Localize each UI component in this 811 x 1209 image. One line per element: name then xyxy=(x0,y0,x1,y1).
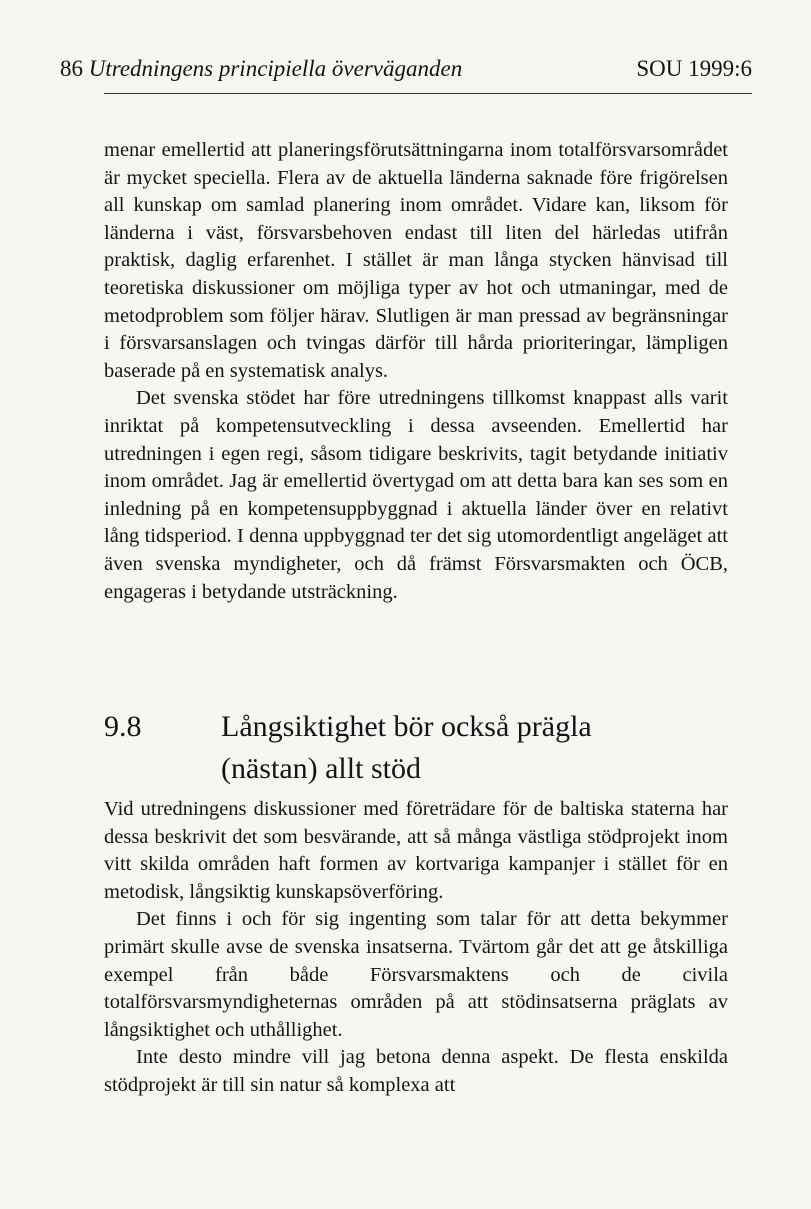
paragraph: Vid utredningens diskussioner med företrädare för de baltiska staterna har dessa beskrivit det som besvärande, att så många västliga stödprojekt inom vitt skilda områden haft formen av kortvariga kampanjer i stället för en metodisk, långsiktig kunskapsöverföring. xyxy=(104,798,728,903)
body-text-continued xyxy=(104,137,728,606)
page-number: 86 xyxy=(60,56,83,81)
header-divider xyxy=(104,93,752,94)
paragraph: menar emellertid att planeringsförutsättningarna inom totalförsvarsområdet är mycket speciella. Flera av de aktuella länderna saknade före frigörelsen all kunskap om samlad planering inom området. Vidare kan, liksom för länderna i väst, försvarsbehoven endast till liten del härledas utifrån praktisk, daglig erfarenhet. I stället är man långa stycken hänvisad till teoretiska diskussioner om möjliga typer av hot och utmaningar, med de metodproblem som följer härav. Slutligen är man pressad av begränsningar i försvarsanslagen och tvingas därför till hårda prioriteringar, lämpligen baserade på en systematisk analys. xyxy=(104,139,728,382)
header-left xyxy=(60,53,462,85)
section-number: 9.8 xyxy=(104,710,142,743)
chapter-title: Utredningens principiella överväganden xyxy=(88,56,463,81)
section-body xyxy=(104,796,728,1100)
section-heading xyxy=(104,706,744,796)
paragraph: Det finns i och för sig ingenting som talar för att detta bekymmer primärt skulle avse de svenska insatserna. Tvärtom går det att ge åtskilliga exempel från både Försvarsmaktens och de civila totalförsvarsmyndigheternas områden på att stödinsatserna präglats av långsiktighet och uthållighet. xyxy=(104,908,728,1041)
running-header xyxy=(60,53,752,89)
paragraph: Det svenska stödet har före utredningens tillkomst knappast alls varit inriktat på kompetensutveckling i dessa avseenden. Emellertid har utredningen i egen regi, såsom tidigare beskrivits, tagit betydande initiativ inom området. Jag är emellertid övertygad om att detta bara kan ses som en inledning på en kompetensuppbyggnad i aktuella länder över en relativt lång tidsperiod. I denna uppbyggnad ter det sig utomordentligt angeläget att även svenska myndigheter, och då främst Försvarsmakten och ÖCB, engageras i betydande utsträckning. xyxy=(104,387,728,603)
paragraph: Inte desto mindre vill jag betona denna aspekt. De flesta enskilda stödprojekt är till sin natur så komplexa att xyxy=(104,1046,728,1096)
section-title xyxy=(221,706,731,790)
section-title-line: (nästan) allt stöd xyxy=(221,752,421,785)
series-reference: SOU 1999:6 xyxy=(636,56,752,81)
section-title-line: Långsiktighet bör också prägla xyxy=(221,710,592,743)
